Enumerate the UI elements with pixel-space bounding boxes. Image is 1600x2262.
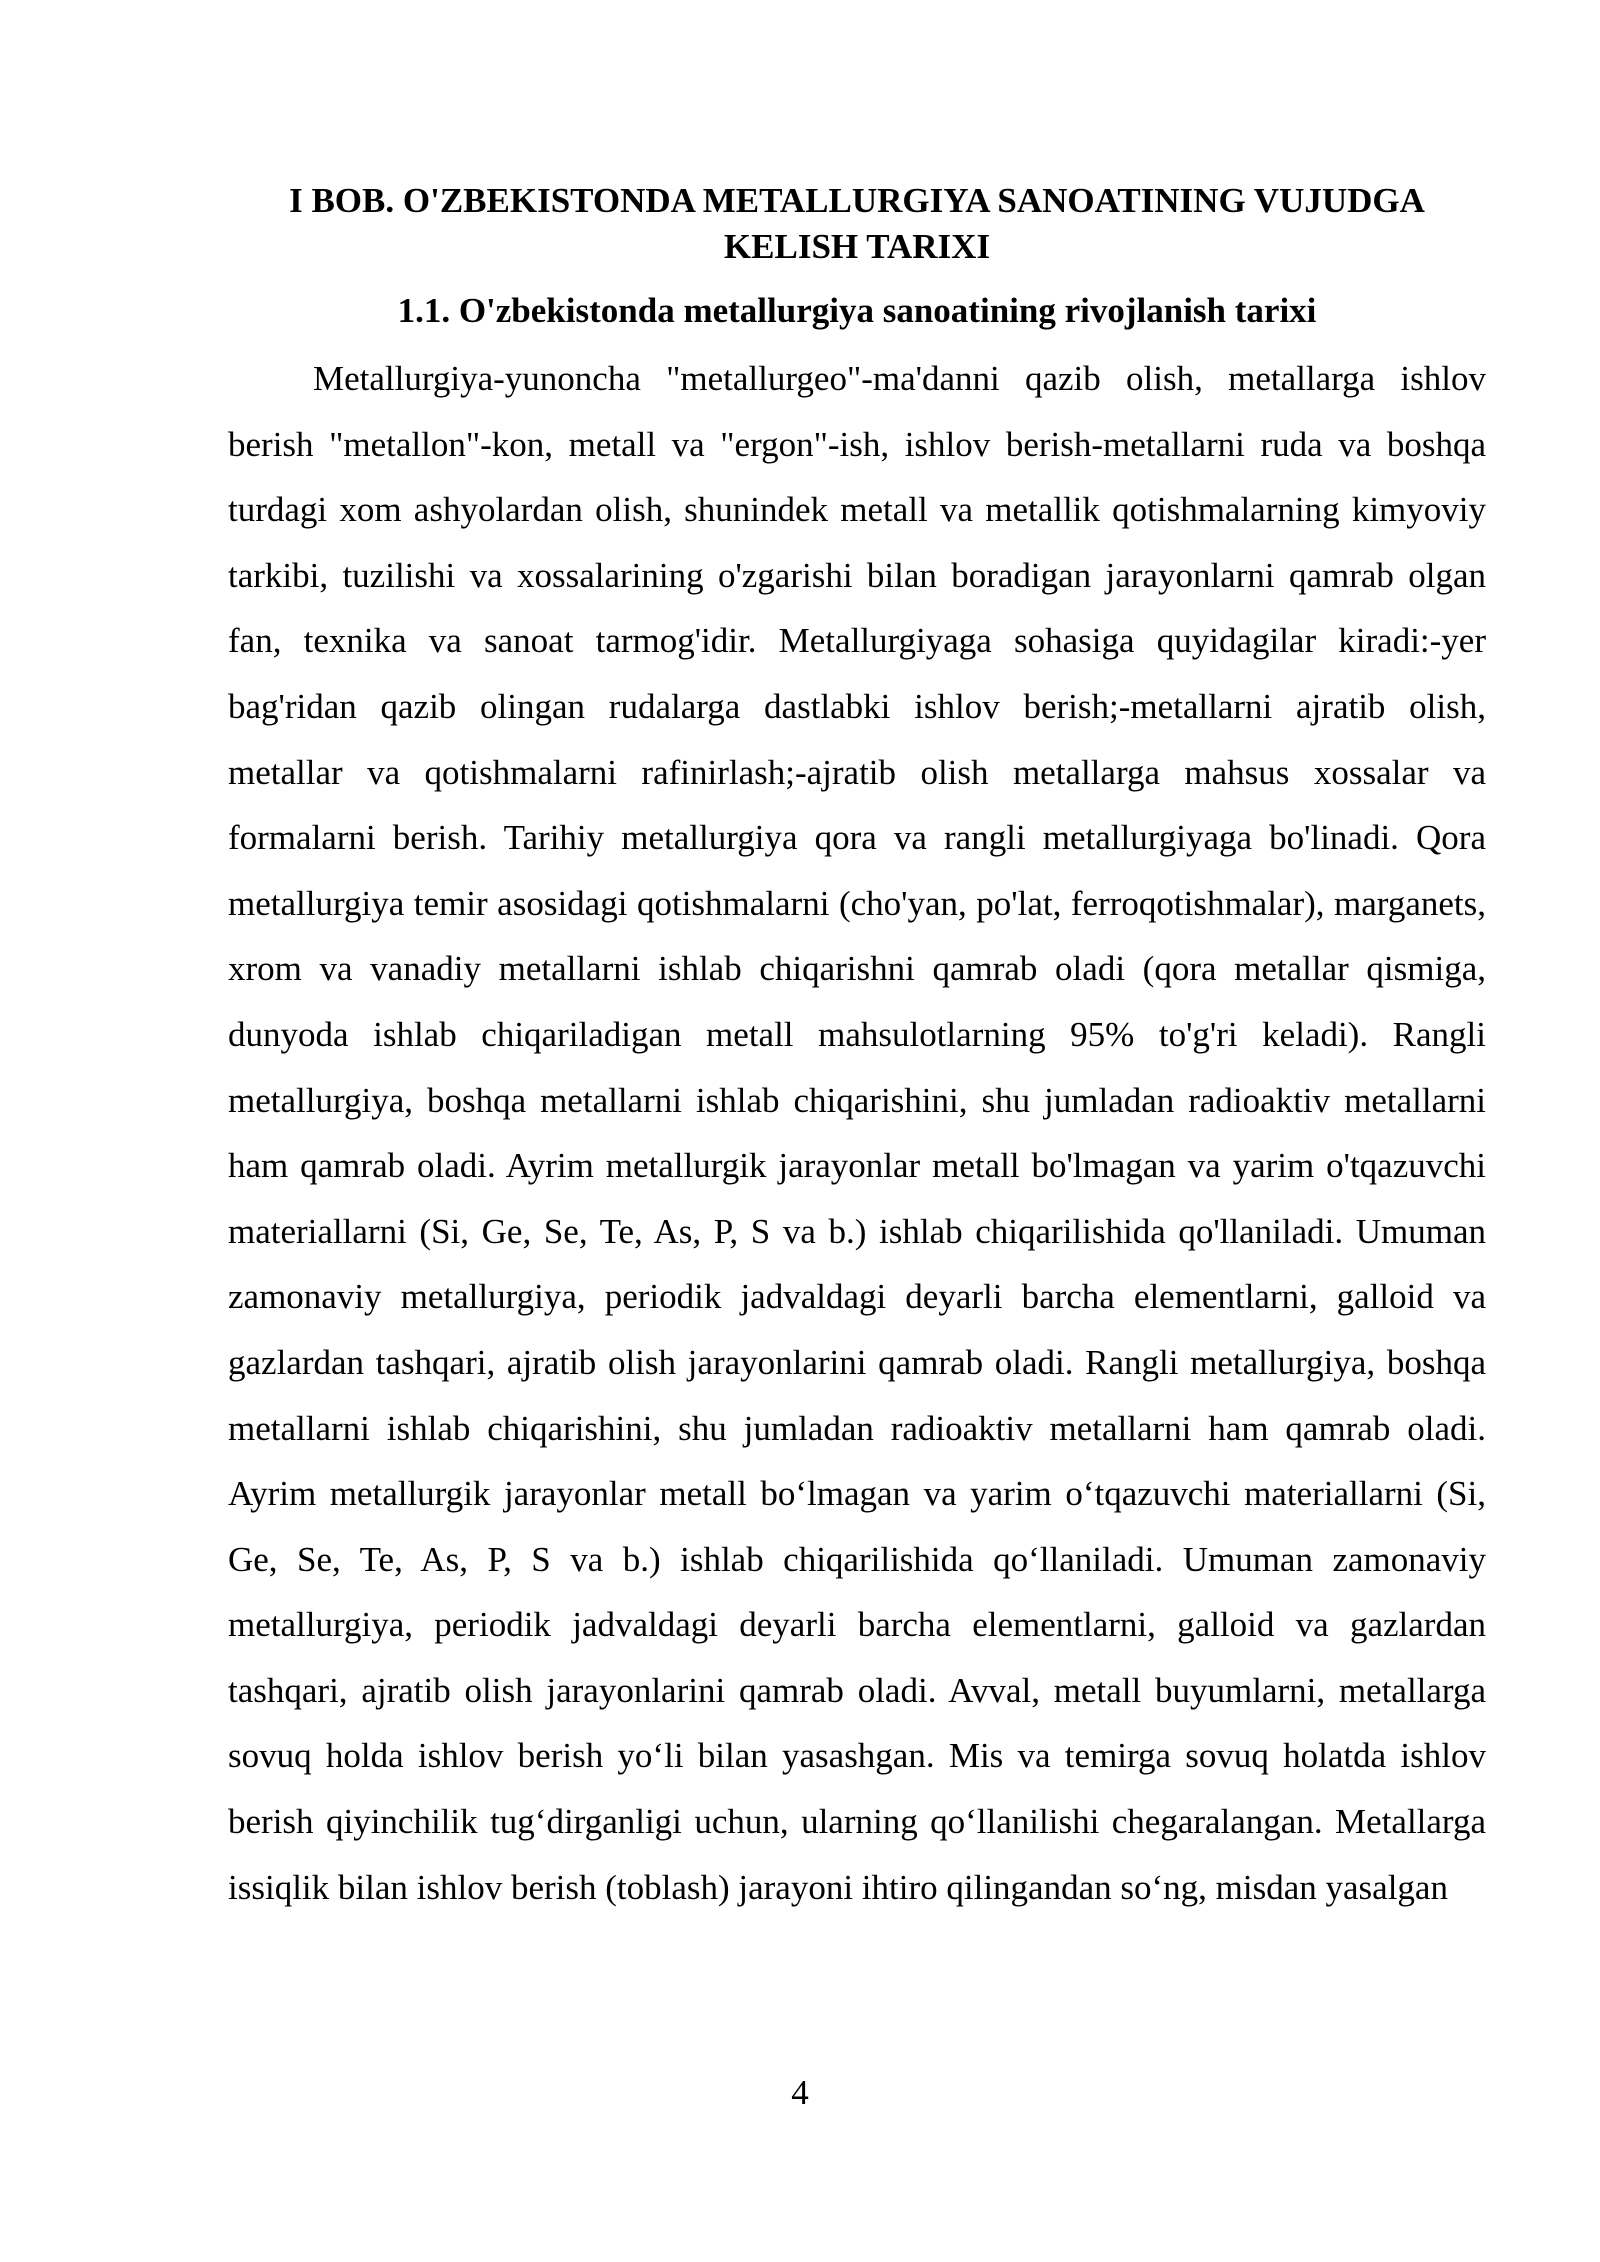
document-page bbox=[228, 178, 1486, 1920]
body-paragraph: Metallurgiya-yunoncha "metallurgeo"-ma'danni qazib olish, metallarga ishlov berish "metallon"-kon, metall va "ergon"-ish, ishlov berish-metallarni ruda va boshqa turdagi xom ashyolardan olish, shunindek metall va metallik qotishmalarning kimyoviy tarkibi, tuzilishi va xossalarining o'zgarishi bilan boradigan jarayonlarni qamrab olgan fan, texnika va sanoat tarmog'idir. Metallurgiyaga sohasiga quyidagilar kiradi:-yer bag'ridan qazib olingan rudalarga dastlabki ishlov berish;-metallarni ajratib olish, metallar va qotishmalarni rafinirlash;-ajratib olish metallarga mahsus xossalar va formalarni berish. Tarihiy metallurgiya qora va rangli metallurgiyaga bo'linadi. Qora metallurgiya temir asosidagi qotishmalarni (cho'yan, po'lat, ferroqotishmalar), marganets, xrom va vanadiy metallarni ishlab chiqarishni qamrab oladi (qora metallar qismiga, dunyoda ishlab chiqariladigan metall mahsulotlarning 95% to'g'ri keladi). Rangli metallurgiya, boshqa metallarni ishlab chiqarishini, shu jumladan radioaktiv metallarni ham qamrab oladi. Ayrim metallurgik jarayonlar metall bo'lmagan va yarim o'tqazuvchi materiallarni (Si, Ge, Se, Te, As, P, S va b.) ishlab chiqarilishida qo'llaniladi. Umuman zamonaviy metallurgiya, periodik jadvaldagi deyarli barcha elementlarni, galloid va gazlardan tashqari, ajratib olish jarayonlarini qamrab oladi. Rangli metallurgiya, boshqa metallarni ishlab chiqarishini, shu jumladan radioaktiv metallarni ham qamrab oladi. Ayrim metallurgik jarayonlar metall bo‘lmagan va yarim o‘tqazuvchi materiallarni (Si, Ge, Se, Te, As, P, S va b.) ishlab chiqarilishida qo‘llaniladi. Umuman zamonaviy metallurgiya, periodik jadvaldagi deyarli barcha elementlarni, galloid va gazlardan tashqari, ajratib olish jarayonlarini qamrab oladi. Avval, metall buyumlarni, metallarga sovuq holda ishlov berish yo‘li bilan yasashgan. Mis va temirga sovuq holatda ishlov berish qiyinchilik tug‘dirganligi uchun, ularning qo‘llanilishi chegaralangan. Metallarga issiqlik bilan ishlov berish (toblash) jarayoni ihtiro qilingandan so‘ng, misdan yasalgan bbox=[228, 359, 1486, 1907]
chapter-title: I BOB. O'ZBEKISTONDA METALLURGIYA SANOATINING VUJUDGA KELISH TARIXI bbox=[289, 181, 1425, 266]
page-number: 4 bbox=[791, 2073, 809, 2112]
section-title: 1.1. O'zbekistonda metallurgiya sanoatining rivojlanish tarixi bbox=[397, 291, 1317, 330]
